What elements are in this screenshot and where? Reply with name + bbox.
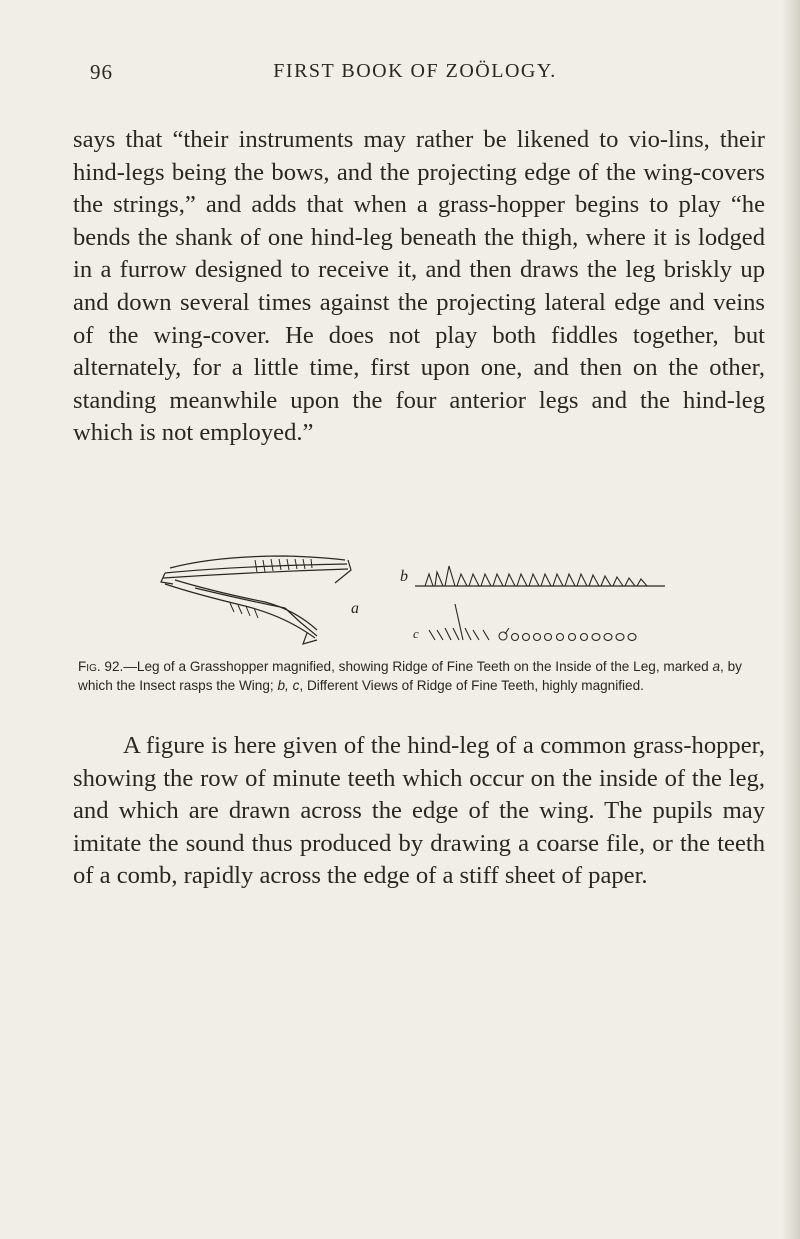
ridge-view-c (425, 598, 695, 643)
ridge-view-b (415, 560, 685, 590)
caption-text-2: , by which the Insect rasps the Wing; (78, 659, 742, 693)
caption-text-1: —Leg of a Grasshopper magnified, showing Ridge of Fine Teeth on the Inside of the Leg, marked (123, 659, 713, 674)
page-header (90, 60, 740, 90)
leg-illustration (135, 548, 365, 648)
figure-number: Fig. 92. (78, 659, 124, 674)
figure-caption (78, 657, 768, 695)
caption-text-3: , Different Views of Ridge of Fine Teeth, highly magnified. (299, 678, 644, 693)
body-paragraph-2: A figure is here given of the hind-leg of a common grass-hopper, showing the row of minute teeth which occur on the inside of the leg, and which are drawn across the edge of the wing. The pupils may imitate the sound thus produced by drawing a coarse file, or the teeth of a comb, rapidly across the edge of a stiff sheet of paper. (73, 732, 765, 890)
caption-italic-bc: b, c (277, 678, 300, 693)
figure-label-c: c (413, 626, 419, 641)
figure-label-a: a (351, 600, 359, 617)
figure-grasshopper-leg (135, 548, 695, 648)
running-head: FIRST BOOK OF ZOÖLOGY. (273, 60, 557, 82)
page-number: 96 (90, 60, 113, 84)
caption-italic-a: a (712, 659, 721, 674)
figure-label-b: b (400, 568, 408, 585)
page-edge-shadow (782, 0, 800, 1239)
body-paragraph-1: says that “their instruments may rather be likened to vio-lins, their hind-legs being the bows, and the projecting edge of the wing-covers the strings,” and adds that when a grass-hopper begins to play “he bends the shank of one hind-leg beneath the thigh, where it is lodged in a furrow designed to receive it, and then draws the leg briskly up and down several times against the projecting lateral edge and veins of the wing-cover. He does not play both fiddles together, but alternately, for a little time, first upon one, and then on the other, standing meanwhile upon the four anterior legs and the hind-leg which is not employed.” (73, 126, 765, 447)
